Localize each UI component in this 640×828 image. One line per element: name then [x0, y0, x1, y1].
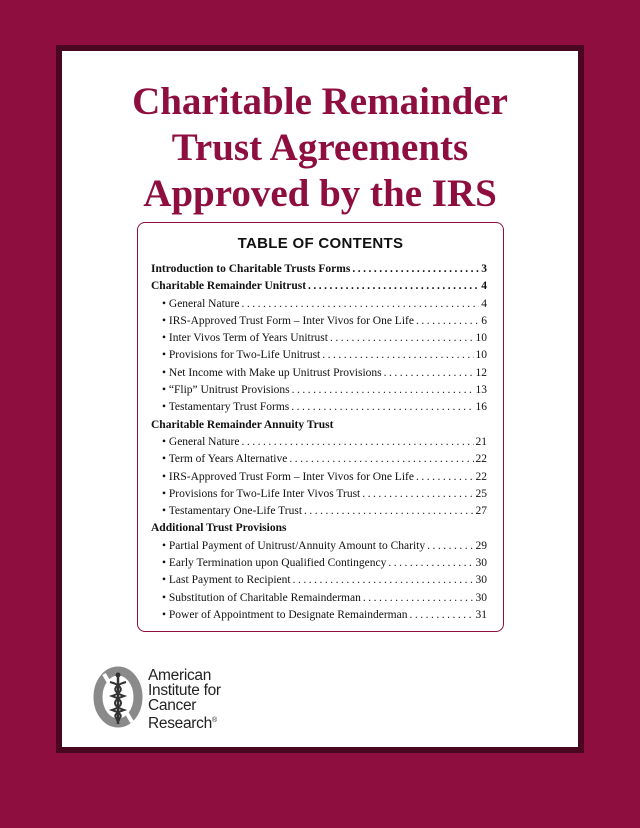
- toc-entry: [151, 315, 487, 332]
- logo-line: American: [148, 667, 212, 684]
- dot-leader: [409, 609, 473, 621]
- toc-entry-page: 30: [475, 574, 487, 587]
- dot-leader: [416, 471, 474, 483]
- toc-entry-page: 6: [481, 314, 487, 327]
- toc-entry-page: 30: [475, 591, 487, 604]
- title-line: Charitable Remainder: [132, 80, 508, 123]
- toc-entry: [151, 592, 487, 609]
- aicr-logo: [90, 666, 270, 736]
- toc-heading: TABLE OF CONTENTS: [237, 235, 404, 252]
- toc-entry-page: 3: [481, 263, 487, 275]
- dot-leader: [352, 263, 479, 275]
- toc-entry: [151, 609, 487, 626]
- toc-entry: [151, 574, 487, 591]
- registered-mark: ®: [211, 717, 217, 724]
- logo-line: Institute for: [148, 682, 221, 699]
- dot-leader: [322, 349, 473, 361]
- toc-entry: [151, 349, 487, 366]
- toc-entry-label: • Partial Payment of Unitrust/Annuity Amount to Charity: [162, 539, 426, 552]
- toc-entry-page: 4: [481, 280, 487, 293]
- toc-entry-label: • Provisions for Two-Life Inter Vivos Trust: [162, 487, 361, 500]
- toc-entry-page: 31: [475, 608, 487, 621]
- toc-entry-label: • General Nature: [162, 297, 240, 310]
- toc-entry-label: • “Flip” Unitrust Provisions: [162, 384, 290, 397]
- toc-entry-page: 13: [475, 384, 487, 397]
- toc-entry-page: 4: [481, 297, 487, 310]
- toc-entry-label: Charitable Remainder Annuity Trust: [151, 418, 334, 431]
- toc-entry: [151, 471, 487, 488]
- toc-entry: [151, 384, 487, 401]
- title-line: Trust Agreements: [171, 126, 469, 169]
- toc-entry-page: 16: [475, 401, 487, 414]
- logo-line: Cancer: [148, 697, 197, 714]
- toc-entry-label: Additional Trust Provisions: [151, 522, 287, 535]
- toc-entry: [151, 419, 487, 436]
- toc-entry-page: 22: [475, 453, 487, 466]
- document-page: [62, 51, 578, 747]
- toc-entry-page: 10: [475, 349, 487, 362]
- dot-leader: [291, 401, 473, 413]
- toc-entry: [151, 401, 487, 418]
- toc-entry: [151, 540, 487, 557]
- toc-entry-page: 25: [475, 487, 487, 500]
- dot-leader: [330, 332, 474, 344]
- caduceus-ribbon-icon: [90, 666, 146, 728]
- toc-list: [151, 263, 487, 626]
- toc-entry-page: 27: [475, 505, 487, 518]
- toc-entry-page: 22: [475, 470, 487, 483]
- toc-entry: [151, 298, 487, 315]
- toc-entry: [151, 522, 487, 539]
- toc-entry-page: 12: [475, 366, 487, 379]
- toc-entry-label: • Testamentary Trust Forms: [162, 401, 290, 414]
- toc-entry: [151, 367, 487, 384]
- toc-entry-label: • Net Income with Make up Unitrust Provisions: [162, 366, 382, 379]
- toc-entry-label: • Term of Years Alternative: [162, 453, 288, 466]
- toc-entry: [151, 505, 487, 522]
- dot-leader: [304, 505, 473, 517]
- toc-entry-page: 30: [475, 557, 487, 570]
- dot-leader: [388, 557, 473, 569]
- toc-entry-label: Charitable Remainder Unitrust: [151, 280, 307, 293]
- dot-leader: [416, 315, 479, 327]
- toc-entry-label: • Last Payment to Recipient: [162, 574, 291, 587]
- dot-leader: [292, 384, 474, 396]
- logo-text: [148, 668, 221, 731]
- logo-line-last: [148, 713, 221, 731]
- toc-entry-page: 29: [475, 539, 487, 552]
- logo-line: Research: [148, 715, 212, 733]
- toc-entry-label: • Testamentary One-Life Trust: [162, 505, 303, 518]
- toc-entry: [151, 332, 487, 349]
- dot-leader: [241, 436, 473, 448]
- document-title: [62, 79, 578, 217]
- dot-leader: [384, 367, 474, 379]
- toc-entry-label: • IRS-Approved Trust Form – Inter Vivos for One Life: [162, 314, 414, 327]
- table-of-contents: [137, 222, 504, 632]
- toc-entry: [151, 280, 487, 297]
- dot-leader: [293, 574, 474, 586]
- dot-leader: [241, 298, 479, 310]
- toc-entry-label: • Substitution of Charitable Remainderman: [162, 591, 361, 604]
- toc-entry: [151, 453, 487, 470]
- dot-leader: [308, 280, 479, 292]
- dot-leader: [362, 488, 473, 500]
- toc-entry-label: Introduction to Charitable Trusts Forms: [151, 263, 351, 275]
- toc-entry: [151, 557, 487, 574]
- toc-entry-page: 10: [475, 332, 487, 345]
- toc-entry: [151, 436, 487, 453]
- toc-entry: [151, 488, 487, 505]
- toc-entry-label: • IRS-Approved Trust Form – Inter Vivos for One Life: [162, 470, 414, 483]
- title-line: Approved by the IRS: [143, 172, 497, 215]
- dot-leader: [363, 592, 474, 604]
- toc-entry-label: • Provisions for Two-Life Unitrust: [162, 349, 321, 362]
- toc-entry-page: 21: [475, 435, 487, 448]
- toc-entry: [151, 263, 487, 280]
- toc-entry-label: • General Nature: [162, 435, 240, 448]
- toc-entry-label: • Inter Vivos Term of Years Unitrust: [162, 332, 328, 345]
- toc-entry-label: • Power of Appointment to Designate Remainderman: [162, 608, 408, 621]
- dot-leader: [427, 540, 473, 552]
- dot-leader: [289, 453, 473, 465]
- toc-entry-label: • Early Termination upon Qualified Contingency: [162, 557, 387, 570]
